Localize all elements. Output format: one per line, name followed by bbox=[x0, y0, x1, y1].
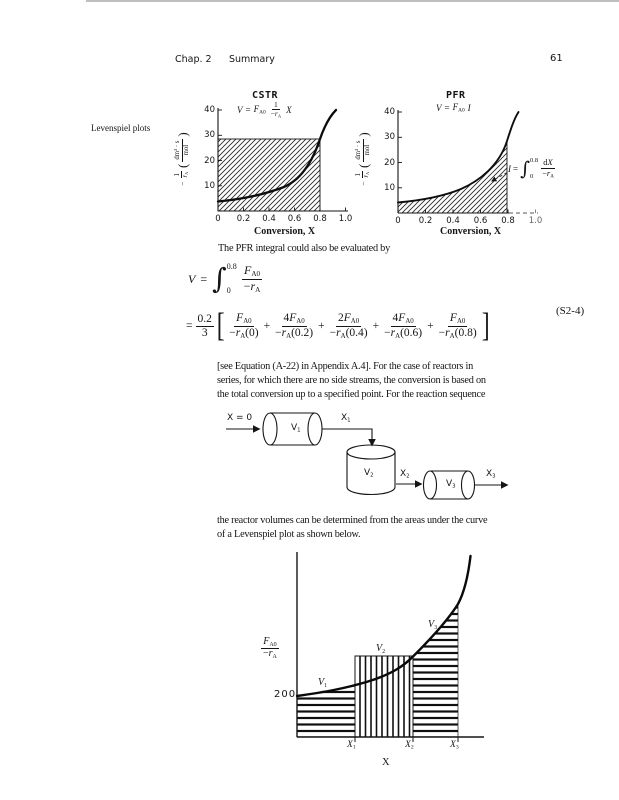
cstr-xtick-04: 0.4 bbox=[262, 213, 276, 224]
cstr-eq-rel: = bbox=[245, 105, 251, 116]
term-2: $\frac{4F_{A0}}{-r_A(0.2)}$ bbox=[275, 312, 314, 340]
v2-rectangle bbox=[355, 656, 413, 737]
margin-label: Levenspiel plots bbox=[91, 123, 151, 133]
stream-x1-arrow bbox=[322, 429, 372, 445]
v1-area-label: $V_1$ bbox=[318, 677, 328, 689]
v3-area-label: $V_3$ bbox=[428, 619, 438, 631]
cstr-eq-lhs: V bbox=[237, 105, 243, 116]
integrand-fraction: $\frac{F_{A0}}{-r_A}$ bbox=[243, 262, 261, 294]
cstr-eq-post: X bbox=[286, 105, 292, 116]
close-bracket: ] bbox=[481, 307, 490, 345]
series-xtick-x3: $X_3$ bbox=[450, 740, 459, 751]
body-line-1: [see Equation (A-22) in Appendix A.4]. For the case of reactors in bbox=[217, 361, 474, 372]
cstr-eq-coef: $F_{A0}$ bbox=[253, 104, 266, 116]
pfr-xtick-08: 0.8 bbox=[501, 215, 515, 226]
cstr-xlabel: Conversion, X bbox=[254, 226, 316, 237]
equation-s24-line1: V = ∫ 0.8 0 $\frac{F_{A0}}{-r_A}$ bbox=[188, 262, 261, 296]
diagram-v3-label: $V_3$ bbox=[446, 479, 456, 490]
diagram-v1-label: $V_1$ bbox=[291, 423, 301, 434]
cstr-ytick-30: 30 bbox=[204, 130, 215, 140]
pfr-integral-annotation: I = ∫ 0.8 0 $\frac{dX}{-r_A}$ bbox=[508, 157, 554, 180]
pfr-ytick-10: 10 bbox=[384, 183, 395, 193]
cstr-xtick-02: 0.2 bbox=[236, 213, 251, 224]
term-1: $\frac{F_{A0}}{-r_A(0)}$ bbox=[229, 312, 259, 340]
body-line-2: series, for which there are no side streams, the conversion is based on bbox=[217, 375, 486, 387]
cstr-xtick-0: 0 bbox=[215, 213, 221, 224]
eq-lhs: V bbox=[188, 271, 196, 286]
pfr-equation: V = $F_{A0}$ I bbox=[436, 102, 471, 114]
diagram-x1-label: $X_1$ bbox=[341, 413, 351, 424]
cstr-ytick-10: 10 bbox=[204, 181, 215, 191]
pfr-xtick-04: 0.4 bbox=[446, 215, 460, 226]
series-ylabel: $\frac{F_{A0}}{-r_A}$ bbox=[263, 636, 277, 661]
pfr-xtick-0: 0 bbox=[395, 215, 401, 226]
chapter-label: Chap. 2 bbox=[175, 54, 212, 65]
equation-s24-line2: = $\frac{0.2}{3}$ [ $\frac{F_{A0}}{-r_A(0)}$ + $\frac{4F_{A0}}{-r_A(0.2)}$ + $\frac{2F_{A0}}{-r_A(0.4)}$ + $\frac{4F_{A0}}{-r_A(0.6)}$ + $\frac{F_{A0}}{-r_A(0.8)}$ ] bbox=[186, 307, 490, 345]
series-ytick-200: 200 bbox=[274, 689, 297, 700]
equation-tag: (S2-4) bbox=[556, 305, 585, 317]
annotation-integral: ∫ 0.8 0 bbox=[520, 157, 539, 180]
series-xtick-x2: $X_2$ bbox=[405, 740, 414, 751]
cstr-ytick-40: 40 bbox=[204, 105, 215, 115]
section-label: Summary bbox=[229, 54, 275, 65]
cstr-xtick-06: 0.6 bbox=[287, 213, 302, 224]
pfr-xtick-06: 0.6 bbox=[473, 215, 488, 226]
pfr-xlabel: Conversion, X bbox=[440, 226, 502, 237]
pfr-title: PFR bbox=[446, 90, 466, 101]
pfr-shaded-area bbox=[398, 141, 507, 213]
cstr-title: CSTR bbox=[252, 90, 279, 101]
diagram-v2-label: $V_2$ bbox=[364, 468, 374, 479]
page-number: 61 bbox=[550, 53, 563, 64]
diagram-inlet-label: X = 0 bbox=[227, 413, 253, 423]
coef-fraction: $\frac{0.2}{3}$ bbox=[197, 313, 212, 339]
pfr-ytick-20: 20 bbox=[384, 157, 395, 168]
term-5: $\frac{F_{A0}}{-r_A(0.8)}$ bbox=[438, 312, 477, 340]
term-3: $\frac{2F_{A0}}{-r_A(0.4)}$ bbox=[329, 312, 368, 340]
pfr-ytick-30: 30 bbox=[384, 132, 395, 143]
cstr-ylabel: − 1 $r_A$ ( dm³ · s mol ) bbox=[174, 132, 190, 186]
intro-text: The PFR integral could also be evaluated by bbox=[218, 243, 390, 254]
integral-sign: ∫ 0.8 0 bbox=[212, 262, 237, 296]
diagram-x3-label: $X_3$ bbox=[486, 469, 496, 480]
diagram-x2-label: $X_2$ bbox=[400, 469, 410, 480]
cstr-ytick-20: 20 bbox=[204, 155, 215, 166]
pfr-xtick-10: 1.0 bbox=[528, 215, 543, 226]
series-levenspiel-plot bbox=[285, 548, 495, 744]
v2-area-label: $V_2$ bbox=[376, 643, 386, 655]
pfr-y-ticks bbox=[398, 112, 402, 188]
closing-line-2: of a Levenspiel plot as shown below. bbox=[217, 529, 361, 541]
pfr-xtick-02: 0.2 bbox=[418, 215, 433, 226]
cstr-xtick-10: 1.0 bbox=[338, 213, 353, 224]
term-4: $\frac{4F_{A0}}{-r_A(0.6)}$ bbox=[384, 312, 423, 340]
series-xtick-x1: $X_1$ bbox=[347, 740, 356, 751]
pfr-ytick-40: 40 bbox=[384, 107, 395, 117]
body-line-3: the total conversion up to a specified point. For the reaction sequence bbox=[217, 389, 486, 401]
cstr-eq-frac: $\frac{1}{-r_A}$ bbox=[270, 100, 282, 119]
reactor-sequence-diagram bbox=[218, 406, 518, 506]
cstr-equation bbox=[237, 101, 292, 119]
cstr-xtick-08: 0.8 bbox=[313, 213, 327, 224]
closing-line-1: the reactor volumes can be determined from the areas under the curve bbox=[217, 515, 488, 526]
pfr-ylabel: − 1 $r_A$ ( dm³ · s mol ) bbox=[355, 132, 371, 186]
series-xlabel: X bbox=[382, 757, 390, 768]
open-bracket: [ bbox=[216, 307, 225, 345]
scan-edge-line bbox=[86, 0, 619, 2]
